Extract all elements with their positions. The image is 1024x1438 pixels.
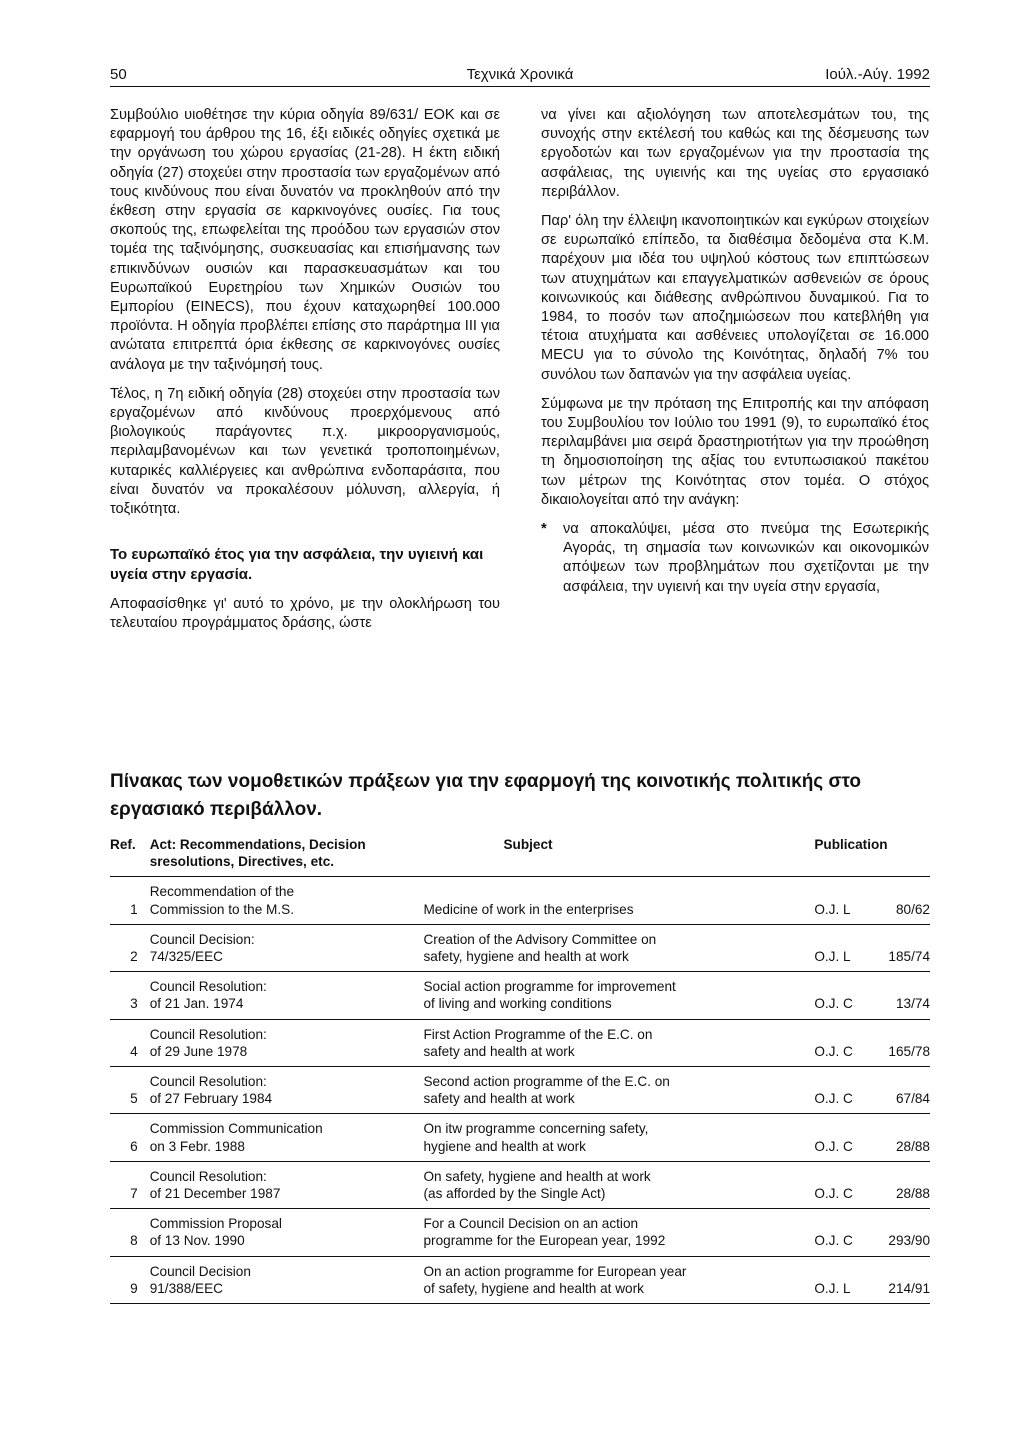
ref-spacer: [110, 883, 138, 900]
cell-publication: [814, 877, 930, 924]
subject-line-2: hygiene and health at work: [423, 1138, 586, 1154]
ref-number: 7: [130, 1186, 138, 1202]
header-subject: Subject: [423, 836, 814, 877]
publication-series: O.J. L: [814, 949, 851, 965]
paragraph: Συμβούλιο υιοθέτησε την κύρια οδηγία 89/631/ ΕΟΚ και σε εφαρμογή του άρθρου της 16, έξι ειδικές οδηγίες σχετικά με την οργάνωση του χώρου εργασίας (21-28). Η έκτη ειδική οδηγία (27) στοχεύει στην προστασία των εργαζομένων από τους κινδύνους που είναι δυνατόν να προκληθούν από την έκθεση στην εργασία σε καρκινογόνες ουσίες. Για τους σκοπούς της, επωφελείται της προόδου των εργασιών στον τομέα της ταξινόμησης, συσκευασίας και επισήμανσης των επικινδύνων ουσιών και παρασκευασμάτων και του Ευρωπαϊκού Ευρετηρίου των Χημικών Ουσιών του Εμπορίου (EINECS), που έχουν καταχωρηθεί 100.000 προϊόντα. Η οδηγία προβλέπει επίσης στο παράρτημα III για ανώτατα επιτρεπτά όρια έκθεσης σε καρκινογόνες ουσίες ανάλογα με την ταξινόμησή τους.: [110, 107, 500, 373]
cell-act: [150, 1019, 424, 1066]
cell-subject: [423, 1209, 814, 1256]
table-row: [110, 877, 930, 924]
publication-ref: [814, 995, 930, 1012]
subject-line-2: of safety, hygiene and health at work: [423, 1280, 644, 1296]
subject-line-1: On itw programme concerning safety,: [423, 1121, 649, 1137]
paragraph: Σύμφωνα με την πρόταση της Επιτροπής και την απόφαση του Συμβουλίου τον Ιούλιο του 1991 (9), το ευρωπαϊκό έτος περιλαμβάνει μια σειρά δραστηριοτήτων για την προώθηση τη δημοσιοποίηση της αξίας του εντυπωσιακού πακέτου των μέτρων της Κοινότητας στον τομέα. Ο στόχος δικαιολογείται από την ανάγκη:: [541, 395, 929, 508]
cell-act: [150, 1209, 424, 1256]
table-row: [110, 1067, 930, 1114]
cell-act: [150, 972, 424, 1019]
ref-number: 1: [130, 901, 138, 917]
cell-ref: [110, 924, 150, 971]
cell-act: [150, 924, 424, 971]
publication-series: O.J. C: [814, 1233, 853, 1249]
cell-ref: [110, 1209, 150, 1256]
pub-spacer: [814, 931, 930, 948]
right-column: [541, 106, 929, 597]
subject-line-2: safety, hygiene and health at work: [423, 949, 629, 965]
cell-publication: [814, 1209, 930, 1256]
subject-line-1: Creation of the Advisory Committee on: [423, 931, 657, 947]
subject-line-2: safety and health at work: [423, 1091, 575, 1107]
cell-act: [150, 1256, 424, 1303]
publication-number: 28/88: [895, 1186, 930, 1202]
act-line-1: Council Resolution:: [149, 1074, 267, 1090]
cell-act: [150, 1067, 424, 1114]
cell-subject: [423, 1161, 814, 1208]
act-line-2: of 21 Jan. 1974: [149, 996, 244, 1012]
publication-ref: [814, 948, 930, 965]
paragraph: Παρ' όλη την έλλειψη ικανοποιητικών και εγκύρων στοιχείων σε ευρωπαϊκό επίπεδο, τα διαθέσιμα δεδομένα στα Κ.Μ. παρέχουν μια ιδέα του υψηλού κόστους των επιπτώσεων των ατυχημάτων και επαγγελματικών ασθενειών σε όρους κοινωνικούς και διάθεσης ανθρώπινου δυναμικού. Για το 1984, το ποσόν των αποζημιώσεων που κατεβλήθη για τέτοια ατυχήματα και ασθένειες υπολογίζεται σε 16.000 MECU για το σύνολο της Κοινότητας, δηλαδή 7% του συνόλου των δαπανών για την ασφάλεια υγείας.: [541, 213, 929, 383]
act-line-1: Recommendation of the: [149, 884, 295, 900]
act-line-2: 91/388/EEC: [149, 1280, 223, 1296]
act-line-1: Commission Communication: [149, 1121, 323, 1137]
header-act-line-2: sresolutions, Directives, etc.: [149, 854, 335, 870]
ref-spacer: [110, 1073, 138, 1090]
cell-subject: [423, 924, 814, 971]
publication-ref: [814, 1090, 930, 1107]
pub-spacer: [814, 1168, 930, 1185]
bullet-mark: *: [541, 521, 547, 538]
ref-number: 9: [130, 1280, 138, 1296]
subject-line-2: of living and working conditions: [423, 996, 612, 1012]
subject-line-1: First Action Programme of the E.C. on: [423, 1026, 653, 1042]
publication-series: O.J. C: [814, 996, 853, 1012]
ref-spacer: [110, 1026, 138, 1043]
act-line-1: Council Resolution:: [149, 979, 267, 995]
ref-number: 4: [130, 1043, 138, 1059]
cell-subject: [423, 1067, 814, 1114]
cell-ref: [110, 1256, 150, 1303]
pub-spacer: [814, 1120, 930, 1137]
cell-publication: [814, 1256, 930, 1303]
subject-line-1: [423, 883, 814, 900]
act-line-2: 74/325/EEC: [149, 949, 223, 965]
ref-number: 2: [130, 949, 138, 965]
publication-ref: [814, 1043, 930, 1060]
legislation-table: [110, 836, 930, 1304]
cell-act: [150, 877, 424, 924]
running-header: [110, 64, 930, 87]
cell-ref: [110, 1019, 150, 1066]
table-row: [110, 1209, 930, 1256]
publication-number: 185/74: [888, 949, 930, 965]
ref-spacer: [110, 1215, 138, 1232]
ref-number: 3: [130, 996, 138, 1012]
paragraph: να γίνει και αξιολόγηση των αποτελεσμάτων του, της συνοχής στην εκτέλεσή του καθώς και της δέσμευσης των εργοδοτών και των εργαζομένων για την προστασία της ασφάλειας, της υγιεινής και της υγείας στο εργασιακό περιβάλλον.: [541, 107, 929, 200]
publication-series: O.J. L: [814, 901, 851, 917]
table-title: Πίνακας των νομοθετικών πράξεων για την εφαρμογή της κοινοτικής πολιτικής στο εργασιακό περιβάλλον.: [110, 771, 862, 820]
pub-spacer: [814, 978, 930, 995]
table-row: [110, 972, 930, 1019]
publication-series: O.J. L: [814, 1280, 851, 1296]
act-line-1: Commission Proposal: [149, 1216, 282, 1232]
bullet-text: να αποκαλύψει, μέσα στο πνεύμα της Εσωτερικής Αγοράς, τη σημασία των κοινωνικών και οικονομικών απόψεων των προβλημάτων που σχετίζονται με την ασφάλεια, την υγιεινή και την υγεία στην εργασία,: [563, 521, 929, 595]
publication-number: 67/84: [895, 1091, 930, 1107]
header-publication: Publication: [814, 836, 930, 877]
issue-date: Ιούλ.-Αύγ. 1992: [825, 66, 930, 83]
paragraph: Τέλος, η 7η ειδική οδηγία (28) στοχεύει στην προστασία των εργαζομένων από κινδύνους προερχόμενους από βιολογικούς παράγοντες π.χ. μικροοργανισμούς, περιλαμβανομένων και των γενετικά τροποποιημένων, κυταρικές καλλιέργειες και ανθρώπινα ενδοπαράσιτα, που είναι δυνατόν να προκαλέσουν μόλυνση, αλλεργία, ή τοξικότητα.: [110, 385, 500, 518]
cell-publication: [814, 1019, 930, 1066]
act-line-1: Council Decision:: [149, 931, 255, 947]
cell-act: [150, 1161, 424, 1208]
cell-publication: [814, 972, 930, 1019]
section-subheading: Το ευρωπαϊκό έτος για την ασφάλεια, την υγιεινή και υγεία στην εργασία.: [110, 546, 484, 584]
act-line-1: Council Resolution:: [149, 1168, 267, 1184]
cell-publication: [814, 1161, 930, 1208]
act-line-2: of 21 December 1987: [149, 1186, 281, 1202]
subject-line-2: (as afforded by the Single Act): [423, 1186, 606, 1202]
publication-ref: [814, 901, 930, 918]
cell-ref: [110, 1114, 150, 1161]
header-act-line-1: Act: Recommendations, Decision: [149, 837, 366, 852]
pub-spacer: [814, 883, 930, 900]
bullet-item: [541, 520, 929, 597]
cell-subject: [423, 1114, 814, 1161]
subject-line-1: Social action programme for improvement: [423, 979, 676, 995]
cell-ref: [110, 972, 150, 1019]
subject-line-2: safety and health at work: [423, 1043, 575, 1059]
cell-publication: [814, 924, 930, 971]
act-line-2: on 3 Febr. 1988: [149, 1138, 245, 1154]
header-act: [150, 836, 424, 877]
subject-line-2: programme for the European year, 1992: [423, 1233, 666, 1249]
act-line-2: Commission to the M.S.: [149, 901, 294, 917]
pub-spacer: [814, 1026, 930, 1043]
publication-number: 13/74: [895, 996, 930, 1012]
cell-subject: [423, 1019, 814, 1066]
cell-ref: [110, 1161, 150, 1208]
table-row: [110, 924, 930, 971]
ref-spacer: [110, 1263, 138, 1280]
act-line-1: Council Resolution:: [149, 1026, 267, 1042]
subject-line-1: On an action programme for European year: [423, 1263, 687, 1279]
cell-subject: [423, 877, 814, 924]
publication-series: O.J. C: [814, 1138, 853, 1154]
act-line-2: of 13 Nov. 1990: [149, 1233, 245, 1249]
pub-spacer: [814, 1073, 930, 1090]
table-row: [110, 1161, 930, 1208]
act-line-2: of 29 June 1978: [149, 1043, 248, 1059]
publication-number: 80/62: [895, 901, 930, 917]
cell-act: [150, 1114, 424, 1161]
ref-number: 8: [130, 1233, 138, 1249]
cell-subject: [423, 972, 814, 1019]
table-row: [110, 1256, 930, 1303]
paragraph: Αποφασίσθηκε γι' αυτό το χρόνο, με την ολοκλήρωση του τελευταίου προγράμματος δράσης, ώστε: [110, 596, 500, 632]
publication-ref: [814, 1280, 930, 1297]
subject-line-1: Second action programme of the E.C. on: [423, 1074, 670, 1090]
table-row: [110, 1114, 930, 1161]
cell-subject: [423, 1256, 814, 1303]
publication-number: 165/78: [888, 1043, 930, 1059]
cell-publication: [814, 1114, 930, 1161]
publication-series: O.J. C: [814, 1091, 853, 1107]
table-row: [110, 1019, 930, 1066]
table-header-row: [110, 836, 930, 877]
ref-spacer: [110, 978, 138, 995]
cell-ref: [110, 1067, 150, 1114]
publication-number: 293/90: [888, 1233, 930, 1249]
subject-line-1: For a Council Decision on an action: [423, 1216, 639, 1232]
journal-title: Τεχνικά Χρονικά: [466, 66, 574, 83]
ref-number: 6: [130, 1138, 138, 1154]
page-number: 50: [110, 66, 127, 83]
publication-series: O.J. C: [814, 1043, 853, 1059]
act-line-1: Council Decision: [149, 1263, 251, 1279]
pub-spacer: [814, 1263, 930, 1280]
header-ref: Ref.: [110, 836, 150, 877]
cell-ref: [110, 877, 150, 924]
publication-number: 28/88: [895, 1138, 930, 1154]
publication-number: 214/91: [888, 1280, 930, 1296]
ref-spacer: [110, 1120, 138, 1137]
publication-ref: [814, 1232, 930, 1249]
ref-number: 5: [130, 1091, 138, 1107]
subject-line-2: Medicine of work in the enterprises: [423, 901, 634, 917]
pub-spacer: [814, 1215, 930, 1232]
act-line-2: of 27 February 1984: [149, 1091, 273, 1107]
publication-ref: [814, 1138, 930, 1155]
publication-series: O.J. C: [814, 1186, 853, 1202]
subject-line-1: On safety, hygiene and health at work: [423, 1168, 651, 1184]
cell-publication: [814, 1067, 930, 1114]
ref-spacer: [110, 1168, 138, 1185]
ref-spacer: [110, 931, 138, 948]
publication-ref: [814, 1185, 930, 1202]
left-column: [110, 106, 500, 644]
